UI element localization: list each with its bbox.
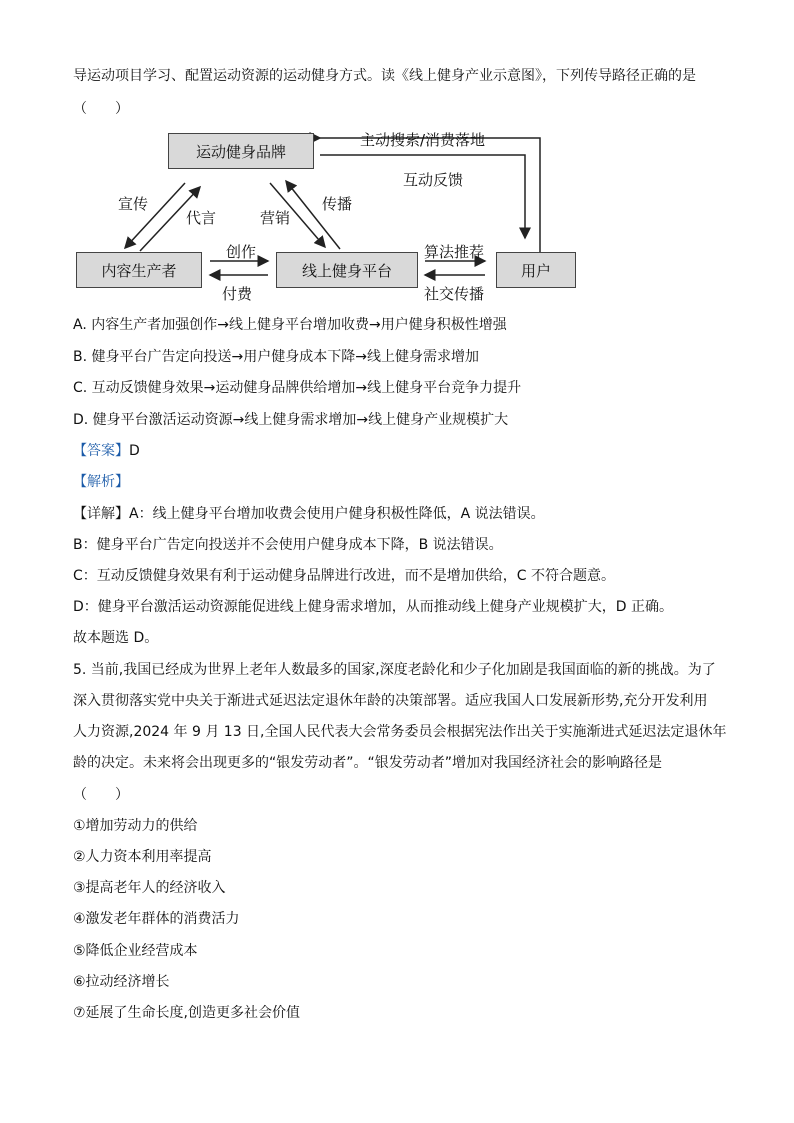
detail-a: A：线上健身平台增加收费会使用户健身积极性降低，A 说法错误。 — [129, 506, 545, 522]
q5-item: ⑤降低企业经营成本 — [73, 943, 198, 959]
option-b: B. 健身平台广告定向投送→用户健身成本下降→线上健身需求增加 — [73, 349, 479, 365]
q5-item: ③提高老年人的经济收入 — [73, 880, 226, 896]
arrow-platform-to-brand — [286, 181, 340, 249]
label-pay: 付费 — [222, 285, 253, 303]
detail-d: D：健身平台激活运动资源能促进线上健身需求增加，从而推动线上健身产业规模扩大，D 正确。 — [73, 599, 674, 615]
answer-value: D — [129, 443, 140, 459]
label-create: 创作 — [226, 243, 257, 261]
detail-conclusion: 故本题选 D。 — [73, 630, 159, 646]
detail-tag: 【详解】 — [73, 506, 129, 522]
q5-item: ①增加劳动力的供给 — [73, 818, 198, 834]
q5-item: ⑥拉动经济增长 — [73, 974, 170, 990]
analysis-tag: 【解析】 — [73, 474, 129, 490]
label-marketing: 营销 — [260, 209, 291, 227]
label-algorithm: 算法推荐 — [424, 243, 485, 261]
option-c: C. 互动反馈健身效果→运动健身品牌供给增加→线上健身平台竞争力提升 — [73, 380, 522, 396]
label-promote: 宣传 — [118, 195, 149, 213]
label-endorse: 代言 — [186, 209, 217, 227]
label-search: 主动搜索/消费落地 — [360, 131, 486, 149]
answer-parentheses: （ ） — [73, 101, 129, 117]
answer-line — [73, 441, 140, 461]
label-feedback: 互动反馈 — [403, 171, 464, 189]
box-platform: 线上健身平台 — [276, 252, 418, 288]
box-producer: 内容生产者 — [76, 252, 202, 288]
industry-diagram — [70, 125, 590, 303]
q5-line-2: 深入贯彻落实党中央关于渐进式延迟法定退休年龄的决策部署。适应我国人口发展新形势,充分开发利用 — [73, 693, 708, 709]
q5-item: ②人力资本利用率提高 — [73, 849, 212, 865]
option-a: A. 内容生产者加强创作→线上健身平台增加收费→用户健身积极性增强 — [73, 317, 507, 333]
question-stem-line: 导运动项目学习、配置运动资源的运动健身方式。读《线上健身产业示意图》，下列传导路径正确的是 — [73, 68, 696, 84]
q5-line-3: 人力资源,2024 年 9 月 13 日,全国人民代表大会常务委员会根据宪法作出关于实施渐进式延迟法定退休年 — [73, 724, 727, 740]
label-social: 社交传播 — [424, 285, 485, 303]
label-spread: 传播 — [322, 195, 353, 213]
q5-item: ④激发老年群体的消费活力 — [73, 911, 240, 927]
detail-c: C：互动反馈健身效果有利于运动健身品牌进行改进，而不是增加供给，C 不符合题意。 — [73, 568, 615, 584]
analysis-line — [73, 472, 129, 492]
option-d: D. 健身平台激活运动资源→线上健身需求增加→线上健身产业规模扩大 — [73, 412, 509, 428]
answer-tag: 【答案】 — [73, 443, 129, 459]
box-user: 用户 — [496, 252, 576, 288]
q5-line-1: 5. 当前,我国已经成为世界上老年人数最多的国家,深度老龄化和少子化加剧是我国面临的新的挑战。为了 — [73, 662, 716, 678]
q5-parentheses: （ ） — [73, 787, 129, 803]
q5-line-4: 龄的决定。未来将会出现更多的“银发劳动者”。“银发劳动者”增加对我国经济社会的影响路径是 — [73, 755, 663, 771]
box-brand: 运动健身品牌 — [168, 133, 314, 169]
q5-item: ⑦延展了生命长度,创造更多社会价值 — [73, 1005, 301, 1021]
detail-line-a — [73, 504, 545, 524]
detail-b: B：健身平台广告定向投送并不会使用户健身成本下降，B 说法错误。 — [73, 537, 503, 553]
